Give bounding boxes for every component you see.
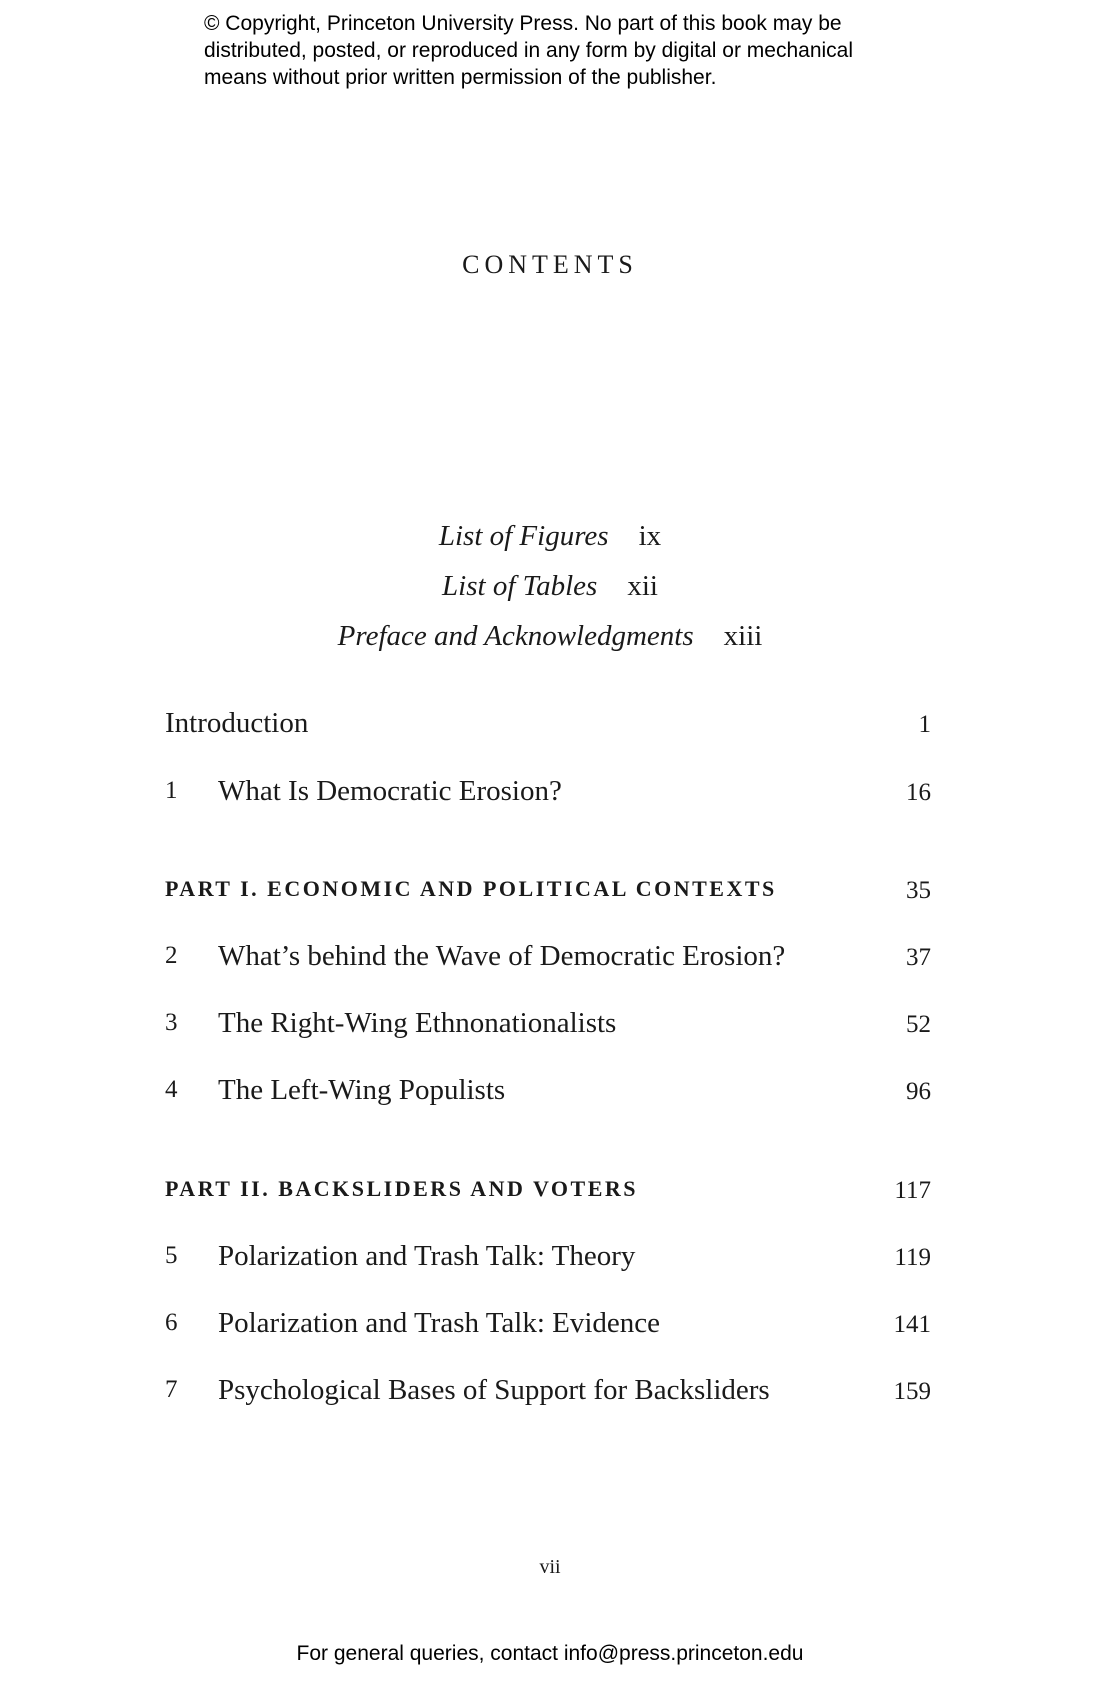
toc-entry-title: The Left-Wing Populists: [218, 1074, 506, 1106]
toc-entry: [165, 1303, 931, 1343]
footer-contact: For general queries, contact info@press.princeton.edu: [296, 1642, 804, 1665]
toc-entry: [165, 1370, 931, 1410]
toc-entry-title: What Is Democratic Erosion?: [218, 775, 562, 807]
toc-entry: [165, 1236, 931, 1276]
toc-entry-title: Polarization and Trash Talk: Evidence: [218, 1307, 661, 1339]
toc-entry-page: 52: [906, 1011, 931, 1038]
toc-entry-page: 1: [918, 711, 931, 738]
toc-entry: [165, 936, 931, 976]
front-matter-item: [0, 518, 1100, 554]
toc-entry-page: 96: [906, 1078, 931, 1105]
toc-entry-title: The Right-Wing Ethnonationalists: [218, 1007, 617, 1039]
toc-entry-title: Psychological Bases of Support for Backsliders: [218, 1374, 770, 1406]
toc-entry-page: 16: [906, 779, 931, 806]
front-matter-title: List of Tables: [442, 570, 598, 602]
front-matter-item: [0, 568, 1100, 604]
chapter-number: 5: [165, 1242, 178, 1269]
toc-entry: [165, 1070, 931, 1110]
chapter-number: 1: [165, 777, 178, 804]
copyright-line: means without prior written permission of the publisher.: [204, 66, 717, 89]
front-matter-item: [0, 618, 1100, 654]
toc-entry-introduction: [165, 703, 931, 743]
toc-entry-title: What’s behind the Wave of Democratic Erosion?: [218, 940, 786, 972]
toc-entry-title: Polarization and Trash Talk: Theory: [218, 1240, 636, 1272]
front-matter-title: Preface and Acknowledgments: [337, 620, 694, 652]
front-matter-title: List of Figures: [438, 520, 609, 552]
toc-entry-page: 35: [906, 877, 931, 904]
toc-entry: [165, 1003, 931, 1043]
toc-entry: [165, 771, 931, 811]
toc-entry-page: 141: [893, 1311, 931, 1338]
toc-entry-page: 119: [894, 1244, 931, 1271]
chapter-number: 3: [165, 1009, 178, 1036]
front-matter-page: ix: [638, 520, 662, 552]
chapter-number: 7: [165, 1376, 178, 1403]
toc-entry-title: Introduction: [165, 707, 309, 739]
part-title: PART II. BACKSLIDERS AND VOTERS: [165, 1176, 639, 1201]
copyright-notice: [204, 10, 924, 91]
copyright-line: © Copyright, Princeton University Press. No part of this book may be: [204, 12, 842, 35]
page-number: vii: [539, 1556, 561, 1578]
toc-entry-page: 117: [894, 1177, 931, 1204]
front-matter-page: xiii: [723, 620, 763, 652]
part-title: PART I. ECONOMIC AND POLITICAL CONTEXTS: [165, 876, 777, 901]
toc-entry-page: 159: [893, 1378, 931, 1405]
toc-entry-page: 37: [906, 944, 931, 971]
front-matter-page: xii: [627, 570, 658, 602]
chapter-number: 6: [165, 1309, 178, 1336]
page-title: CONTENTS: [462, 250, 638, 279]
toc-part-heading: [165, 1169, 931, 1209]
toc-part-heading: [165, 869, 931, 909]
copyright-line: distributed, posted, or reproduced in any form by digital or mechanical: [204, 39, 854, 62]
chapter-number: 2: [165, 942, 178, 969]
chapter-number: 4: [165, 1076, 178, 1103]
